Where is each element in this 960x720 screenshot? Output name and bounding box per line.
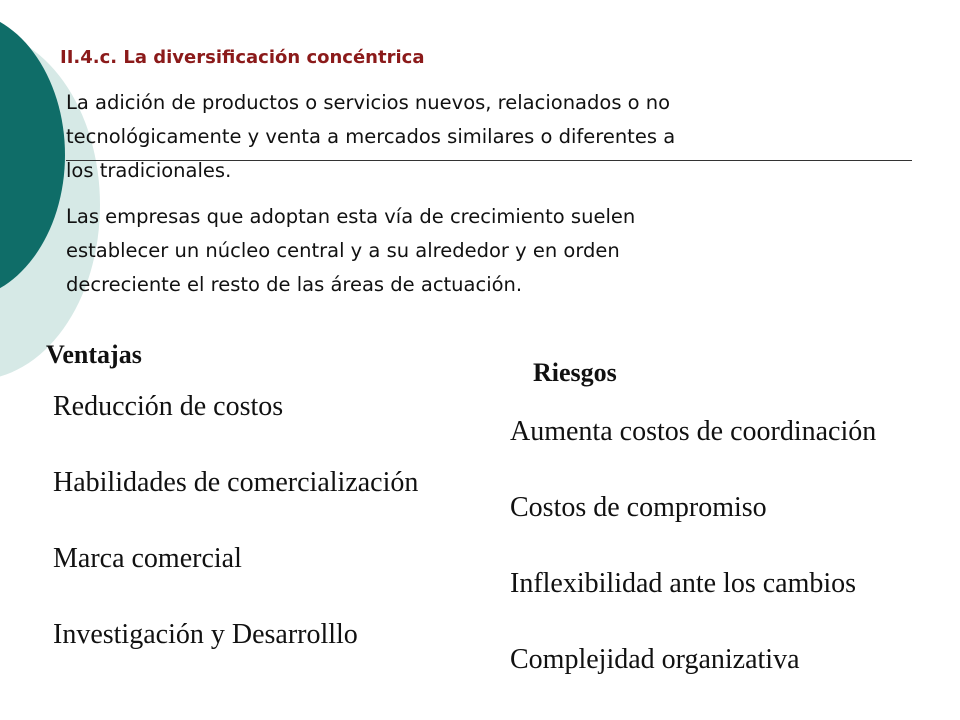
riesgos-item: Costos de compromiso [510, 492, 767, 523]
ventajas-item: Investigación y Desarrolllo [53, 619, 358, 650]
ventajas-item: Reducción de costos [53, 391, 284, 422]
ventajas-item: Habilidades de comercialización [53, 467, 419, 498]
description-paragraph: Las empresas que adoptan esta vía de crecimiento suelen establecer un núcleo central y a su alrededor y en orden decreciente el resto de las áreas de actuación. [66, 205, 636, 296]
riesgos-item: Complejidad organizativa [510, 644, 800, 675]
definition-paragraph: La adición de productos o servicios nuevos, relacionados o no tecnológicamente y venta a mercados similares o diferentes a los tradicionales. [66, 91, 676, 182]
ventajas-list [53, 388, 418, 692]
riesgos-item: Aumenta costos de coordinación [510, 416, 877, 447]
slide-title: II.4.c. La diversificación concéntrica [60, 47, 425, 68]
riesgos-item: Inflexibilidad ante los cambios [510, 568, 857, 599]
ventajas-heading: Ventajas [46, 340, 142, 369]
divider-line [66, 160, 912, 161]
riesgos-list [510, 413, 876, 717]
ventajas-item: Marca comercial [53, 543, 242, 574]
riesgos-heading: Riesgos [533, 358, 617, 387]
